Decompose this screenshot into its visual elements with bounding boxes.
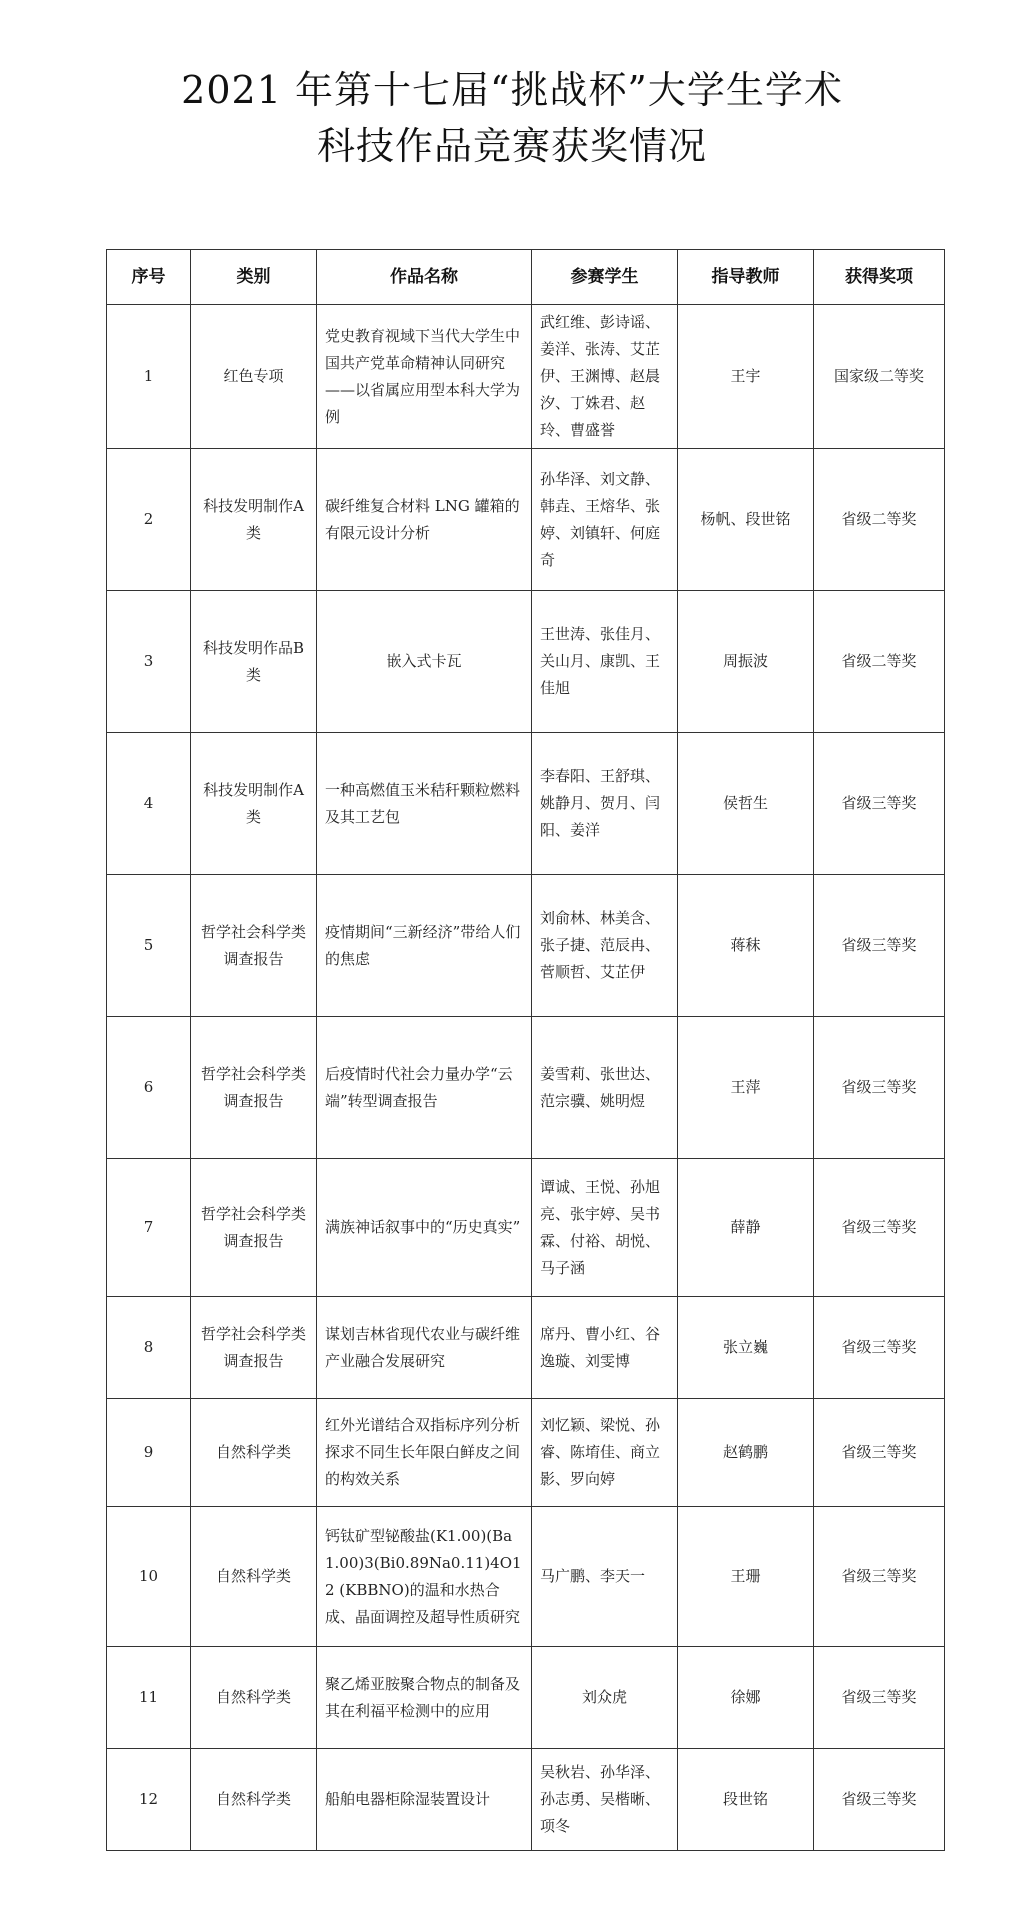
header-teacher: 指导教师 bbox=[678, 250, 814, 305]
cell-award: 省级三等奖 bbox=[814, 1297, 945, 1399]
cell-students: 谭诚、王悦、孙旭亮、张宇婷、吴书霖、付裕、胡悦、马子涵 bbox=[532, 1159, 678, 1297]
cell-category: 自然科学类 bbox=[191, 1399, 317, 1507]
cell-students: 王世涛、张佳月、关山月、康凯、王佳旭 bbox=[532, 591, 678, 733]
cell-work: 一种高燃值玉米秸秆颗粒燃料及其工艺包 bbox=[317, 733, 532, 875]
cell-award: 省级三等奖 bbox=[814, 1159, 945, 1297]
cell-category: 哲学社会科学类调查报告 bbox=[191, 1297, 317, 1399]
header-work: 作品名称 bbox=[317, 250, 532, 305]
cell-work: 疫情期间“三新经济”带给人们的焦虑 bbox=[317, 875, 532, 1017]
cell-no: 4 bbox=[107, 733, 191, 875]
cell-category: 科技发明制作A类 bbox=[191, 449, 317, 591]
table-row bbox=[107, 1159, 945, 1297]
cell-teacher: 王宇 bbox=[678, 305, 814, 449]
table-row bbox=[107, 1399, 945, 1507]
cell-teacher: 蒋秣 bbox=[678, 875, 814, 1017]
cell-no: 5 bbox=[107, 875, 191, 1017]
cell-students: 马广鹏、李天一 bbox=[532, 1507, 678, 1647]
cell-category: 自然科学类 bbox=[191, 1749, 317, 1851]
header-students: 参赛学生 bbox=[532, 250, 678, 305]
cell-teacher: 徐娜 bbox=[678, 1647, 814, 1749]
cell-students: 席丹、曹小红、谷逸璇、刘雯博 bbox=[532, 1297, 678, 1399]
table-row bbox=[107, 305, 945, 449]
cell-award: 省级三等奖 bbox=[814, 1017, 945, 1159]
cell-category: 哲学社会科学类调查报告 bbox=[191, 1017, 317, 1159]
cell-work: 谋划吉林省现代农业与碳纤维产业融合发展研究 bbox=[317, 1297, 532, 1399]
title-line-1: 2021 年第十七届“挑战杯”大学生学术 bbox=[181, 68, 843, 112]
cell-no: 12 bbox=[107, 1749, 191, 1851]
cell-category: 科技发明作品B类 bbox=[191, 591, 317, 733]
cell-award: 省级三等奖 bbox=[814, 1507, 945, 1647]
cell-award: 省级三等奖 bbox=[814, 875, 945, 1017]
table-row bbox=[107, 875, 945, 1017]
table-row bbox=[107, 1507, 945, 1647]
awards-table bbox=[106, 249, 945, 1851]
table-row bbox=[107, 1647, 945, 1749]
cell-no: 8 bbox=[107, 1297, 191, 1399]
cell-teacher: 薛静 bbox=[678, 1159, 814, 1297]
cell-work: 红外光谱结合双指标序列分析探求不同生长年限白鲜皮之间的构效关系 bbox=[317, 1399, 532, 1507]
cell-work: 嵌入式卡瓦 bbox=[317, 591, 532, 733]
header-category: 类别 bbox=[191, 250, 317, 305]
cell-award: 省级三等奖 bbox=[814, 733, 945, 875]
cell-teacher: 杨帆、段世铭 bbox=[678, 449, 814, 591]
cell-no: 6 bbox=[107, 1017, 191, 1159]
cell-no: 2 bbox=[107, 449, 191, 591]
cell-no: 10 bbox=[107, 1507, 191, 1647]
cell-award: 省级二等奖 bbox=[814, 449, 945, 591]
cell-teacher: 周振波 bbox=[678, 591, 814, 733]
cell-no: 9 bbox=[107, 1399, 191, 1507]
cell-teacher: 张立巍 bbox=[678, 1297, 814, 1399]
cell-category: 红色专项 bbox=[191, 305, 317, 449]
table-row bbox=[107, 591, 945, 733]
cell-category: 哲学社会科学类调查报告 bbox=[191, 875, 317, 1017]
cell-no: 11 bbox=[107, 1647, 191, 1749]
cell-teacher: 段世铭 bbox=[678, 1749, 814, 1851]
cell-category: 哲学社会科学类调查报告 bbox=[191, 1159, 317, 1297]
cell-work: 满族神话叙事中的“历史真实” bbox=[317, 1159, 532, 1297]
cell-category: 科技发明制作A类 bbox=[191, 733, 317, 875]
cell-work: 党史教育视域下当代大学生中国共产党革命精神认同研究——以省属应用型本科大学为例 bbox=[317, 305, 532, 449]
cell-no: 3 bbox=[107, 591, 191, 733]
cell-work: 碳纤维复合材料 LNG 罐箱的有限元设计分析 bbox=[317, 449, 532, 591]
table-row bbox=[107, 1749, 945, 1851]
header-award: 获得奖项 bbox=[814, 250, 945, 305]
cell-teacher: 王珊 bbox=[678, 1507, 814, 1647]
cell-work: 聚乙烯亚胺聚合物点的制备及其在利福平检测中的应用 bbox=[317, 1647, 532, 1749]
cell-no: 1 bbox=[107, 305, 191, 449]
cell-work: 钙钛矿型铋酸盐(K1.00)(Ba1.00)3(Bi0.89Na0.11)4O12 (KBBNO)的温和水热合成、晶面调控及超导性质研究 bbox=[317, 1507, 532, 1647]
cell-teacher: 侯哲生 bbox=[678, 733, 814, 875]
cell-teacher: 王萍 bbox=[678, 1017, 814, 1159]
cell-award: 国家级二等奖 bbox=[814, 305, 945, 449]
header-no: 序号 bbox=[107, 250, 191, 305]
cell-work: 后疫情时代社会力量办学“云端”转型调查报告 bbox=[317, 1017, 532, 1159]
cell-students: 姜雪莉、张世达、范宗骥、姚明煜 bbox=[532, 1017, 678, 1159]
cell-no: 7 bbox=[107, 1159, 191, 1297]
cell-teacher: 赵鹤鹏 bbox=[678, 1399, 814, 1507]
cell-students: 刘忆颖、梁悦、孙睿、陈堉佳、商立影、罗向婷 bbox=[532, 1399, 678, 1507]
cell-award: 省级三等奖 bbox=[814, 1749, 945, 1851]
cell-students: 李春阳、王舒琪、姚静月、贺月、闫阳、姜洋 bbox=[532, 733, 678, 875]
table-header-row bbox=[107, 250, 945, 305]
table-row bbox=[107, 733, 945, 875]
cell-award: 省级三等奖 bbox=[814, 1399, 945, 1507]
title-line-2: 科技作品竞赛获奖情况 bbox=[316, 124, 707, 168]
cell-work: 船舶电器柜除湿装置设计 bbox=[317, 1749, 532, 1851]
cell-students: 孙华泽、刘文静、韩垚、王熔华、张婷、刘镇轩、何庭奇 bbox=[532, 449, 678, 591]
cell-students: 刘俞林、林美含、张子捷、范辰冉、菅顺哲、艾芷伊 bbox=[532, 875, 678, 1017]
cell-students: 刘众虎 bbox=[532, 1647, 678, 1749]
document-title bbox=[0, 62, 1024, 174]
table-row bbox=[107, 1297, 945, 1399]
table-row bbox=[107, 1017, 945, 1159]
cell-students: 武红维、彭诗谣、姜洋、张涛、艾芷伊、王渊博、赵晨汐、丁姝君、赵玲、曹盛誉 bbox=[532, 305, 678, 449]
cell-category: 自然科学类 bbox=[191, 1507, 317, 1647]
cell-category: 自然科学类 bbox=[191, 1647, 317, 1749]
cell-students: 吴秋岩、孙华泽、孙志勇、吴楷晰、项冬 bbox=[532, 1749, 678, 1851]
cell-award: 省级三等奖 bbox=[814, 1647, 945, 1749]
table-row bbox=[107, 449, 945, 591]
cell-award: 省级二等奖 bbox=[814, 591, 945, 733]
